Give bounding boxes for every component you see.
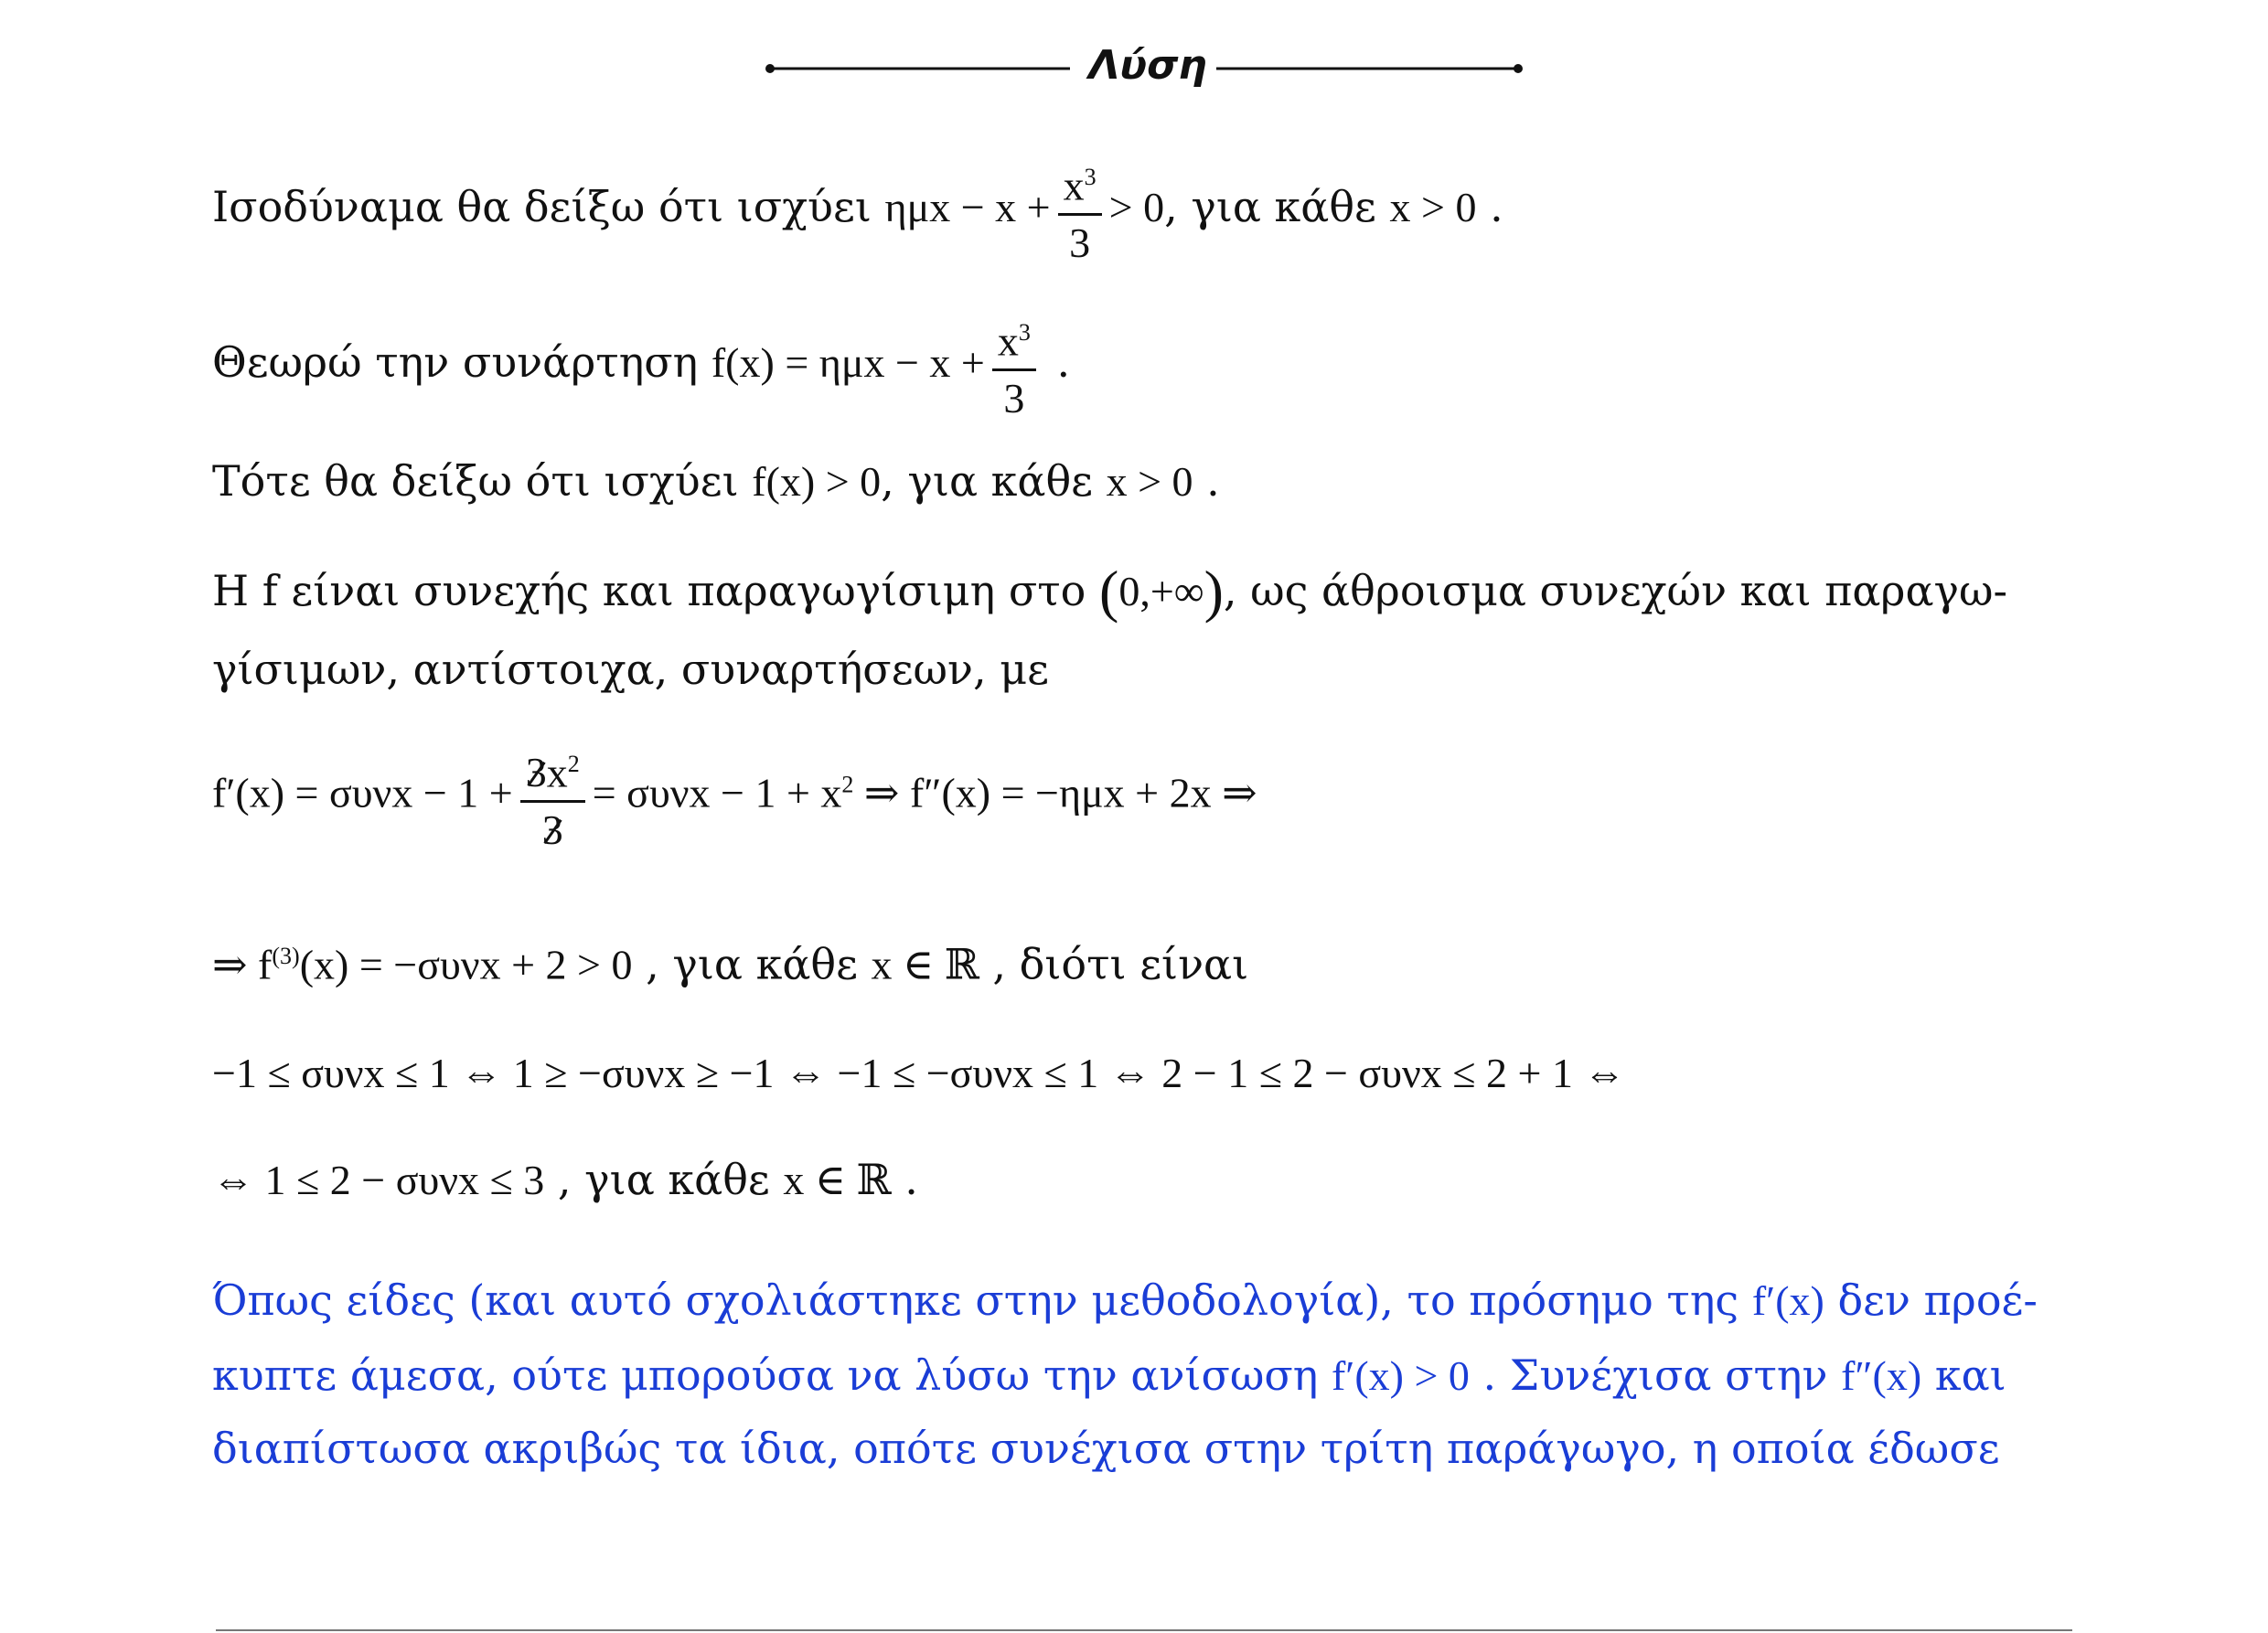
numerator: x bbox=[1063, 162, 1085, 209]
text: γίσιμων, αντίστοιχα, συναρτήσεων, με bbox=[212, 645, 1049, 694]
line-7 bbox=[212, 931, 1248, 990]
math: 0,+∞ bbox=[1118, 568, 1204, 614]
open-paren: ( bbox=[1099, 559, 1119, 624]
text: , για κάθε bbox=[544, 1155, 784, 1204]
numerator: x bbox=[546, 749, 568, 796]
note-text: . Συνέχισα στην bbox=[1469, 1350, 1842, 1400]
line-1 bbox=[212, 154, 1503, 267]
note-text: διαπίστωσα ακριβώς τα ίδια, οπότε συνέχισα στην τρίτη παράγωγο, η οποία έδωσε bbox=[212, 1424, 2000, 1473]
exponent: 2 bbox=[567, 751, 580, 777]
line-9 bbox=[212, 1154, 918, 1206]
fraction bbox=[1058, 154, 1102, 267]
math: (x) = −συνx + 2 > 0 bbox=[299, 941, 633, 988]
line-8 bbox=[212, 1048, 1626, 1099]
math: > 0 bbox=[1108, 184, 1165, 231]
exponent: (3) bbox=[272, 943, 300, 969]
text: . bbox=[1476, 182, 1503, 232]
footer-rule bbox=[216, 1629, 2072, 1631]
text: Ισοδύναμα θα δείξω ότι ισχύει bbox=[212, 182, 885, 232]
denominator: 3 bbox=[1069, 219, 1091, 267]
math: x ∈ ℝ bbox=[783, 1157, 892, 1203]
note-line-2 bbox=[212, 1350, 2006, 1402]
text: , διότι είναι bbox=[979, 939, 1249, 989]
math: ⇒ f″(x) = −ημx + 2x ⇒ bbox=[853, 769, 1257, 816]
note-math: f″(x) bbox=[1841, 1352, 1922, 1399]
note-text: κυπτε άμεσα, ούτε μπορούσα να λύσω την ανίσωση bbox=[212, 1350, 1332, 1400]
math: f′(x) = συνx − 1 + bbox=[212, 769, 513, 816]
cancelled-numerator: 3 bbox=[525, 749, 547, 796]
text: . bbox=[891, 1155, 918, 1204]
cancelled-denominator: 3 bbox=[541, 806, 563, 854]
note-math: f′(x) > 0 bbox=[1331, 1352, 1470, 1399]
fraction bbox=[520, 741, 585, 854]
line-5 bbox=[212, 644, 1049, 695]
text: Θεωρώ την συνάρτηση bbox=[212, 337, 711, 388]
math: −1 ≤ συνx ≤ 1 ⇔ 1 ≥ −συνx ≥ −1 ⇔ −1 ≤ −συνx ≤ 1 ⇔ 2 − 1 ≤ 2 − συνx ≤ 2 + 1 ⇔ bbox=[212, 1050, 1626, 1096]
text: , για κάθε bbox=[632, 939, 872, 989]
note-line-1 bbox=[212, 1275, 2038, 1327]
note-text: και bbox=[1921, 1350, 2006, 1400]
math: x ∈ ℝ bbox=[871, 941, 979, 988]
math: ⇒ f bbox=[212, 941, 273, 988]
text: . bbox=[1043, 337, 1071, 388]
header-title: Λύση bbox=[1088, 42, 1207, 89]
math: ⇔ 1 ≤ 2 − συνx ≤ 3 bbox=[212, 1157, 545, 1203]
exponent: 2 bbox=[841, 771, 854, 798]
line-4 bbox=[212, 559, 2008, 624]
line-2 bbox=[212, 309, 1070, 422]
right-dot bbox=[1514, 64, 1523, 73]
text: , ως άθροισμα συνεχών και παραγω- bbox=[1223, 566, 2008, 615]
denominator: 3 bbox=[1003, 375, 1025, 422]
text: . bbox=[1193, 456, 1220, 506]
line-6 bbox=[212, 741, 1257, 854]
text: , για κάθε bbox=[881, 456, 1107, 506]
math: f(x) = ημx − x + bbox=[711, 339, 985, 387]
exponent: 3 bbox=[1018, 319, 1031, 346]
note-line-3 bbox=[212, 1423, 2000, 1474]
numerator: x bbox=[997, 317, 1019, 365]
text: , για κάθε bbox=[1164, 182, 1390, 232]
math: f(x) > 0 bbox=[752, 458, 882, 505]
text: Τότε θα δείξω ότι ισχύει bbox=[212, 456, 753, 506]
note-text: δεν προέ- bbox=[1824, 1275, 2038, 1325]
math: = συνx − 1 + x bbox=[592, 769, 842, 816]
exponent: 3 bbox=[1084, 164, 1097, 190]
math: ημx − x + bbox=[884, 184, 1051, 231]
line-3 bbox=[212, 455, 1220, 507]
math: x > 0 bbox=[1389, 184, 1477, 231]
close-paren: ) bbox=[1204, 559, 1224, 624]
text: Η f είναι συνεχής και παραγωγίσιμη στο bbox=[212, 566, 1099, 615]
note-math: f′(x) bbox=[1751, 1277, 1824, 1324]
fraction bbox=[992, 309, 1036, 422]
math: x > 0 bbox=[1106, 458, 1193, 505]
note-text: Όπως είδες (και αυτό σχολιάστηκε στην μεθοδολογία), το πρόσημο της bbox=[212, 1275, 1752, 1325]
